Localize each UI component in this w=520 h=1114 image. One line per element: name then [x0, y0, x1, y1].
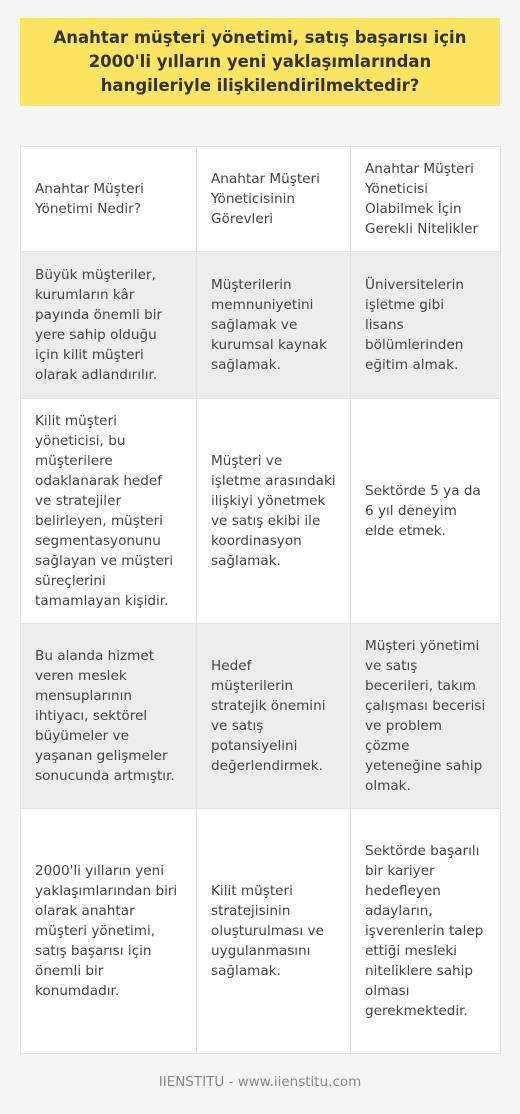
table-cell: Bu alanda hizmet veren meslek mensuplarının ihtiyacı, sektörel büyümeler ve yaşanan gelişmeler sonucunda artmıştır.	[21, 624, 197, 809]
table-cell: Kilit müşteri stratejisinin oluşturulması ve uygulanmasını sağlamak.	[197, 809, 351, 1054]
table-cell: Kilit müşteri yöneticisi, bu müşterilere odaklanarak hedef ve stratejiler belirleyen, müşteri segmentasyonunu sağlayan ve müşteri süreçlerini tamamlayan kişidir.	[21, 399, 197, 624]
table-row	[21, 809, 501, 1054]
table-cell: Üniversitelerin işletme gibi lisans bölümlerinden eğitim almak.	[351, 252, 501, 399]
table-cell: Müşteri yönetimi ve satış becerileri, takım çalışması becerisi ve problem çözme yeteneğine sahip olmak.	[351, 624, 501, 809]
column-header: Anahtar Müşteri Yönetimi Nedir?	[21, 147, 197, 252]
comparison-table	[20, 146, 501, 1054]
column-header: Anahtar Müşteri Yöneticisinin Görevleri	[197, 147, 351, 252]
table-cell: Sektörde 5 ya da 6 yıl deneyim elde etmek.	[351, 399, 501, 624]
table-row	[21, 252, 501, 399]
table-cell: 2000'li yılların yeni yaklaşımlarından biri olarak anahtar müşteri yönetimi, satış başarısı için önemli bir konumdadır.	[21, 809, 197, 1054]
table-cell: Sektörde başarılı bir kariyer hedefleyen adayların, işverenlerin talep ettiği mesleki niteliklere sahip olması gerekmektedir.	[351, 809, 501, 1054]
table-header-row	[21, 147, 501, 252]
column-header: Anahtar Müşteri Yöneticisi Olabilmek İçin Gerekli Nitelikler	[351, 147, 501, 252]
title-banner	[20, 18, 500, 106]
table-cell: Büyük müşteriler, kurumların kâr payında önemli bir yere sahip olduğu için kilit müşteri olarak adlandırılır.	[21, 252, 197, 399]
table-cell: Hedef müşterilerin stratejik önemini ve satış potansiyelini değerlendirmek.	[197, 624, 351, 809]
footer-credit: IIENSTITU - www.iienstitu.com	[158, 1074, 362, 1090]
table-cell: Müşterilerin memnuniyetini sağlamak ve kurumsal kaynak sağlamak.	[197, 252, 351, 399]
table-row	[21, 399, 501, 624]
table-cell: Müşteri ve işletme arasındaki ilişkiyi yönetmek ve satış ekibi ile koordinasyon sağlamak.	[197, 399, 351, 624]
page-title: Anahtar müşteri yönetimi, satış başarısı için 2000'li yılların yeni yaklaşımlarından hangileriyle ilişkilendirilmektedir?	[53, 28, 467, 95]
table-row	[21, 624, 501, 809]
